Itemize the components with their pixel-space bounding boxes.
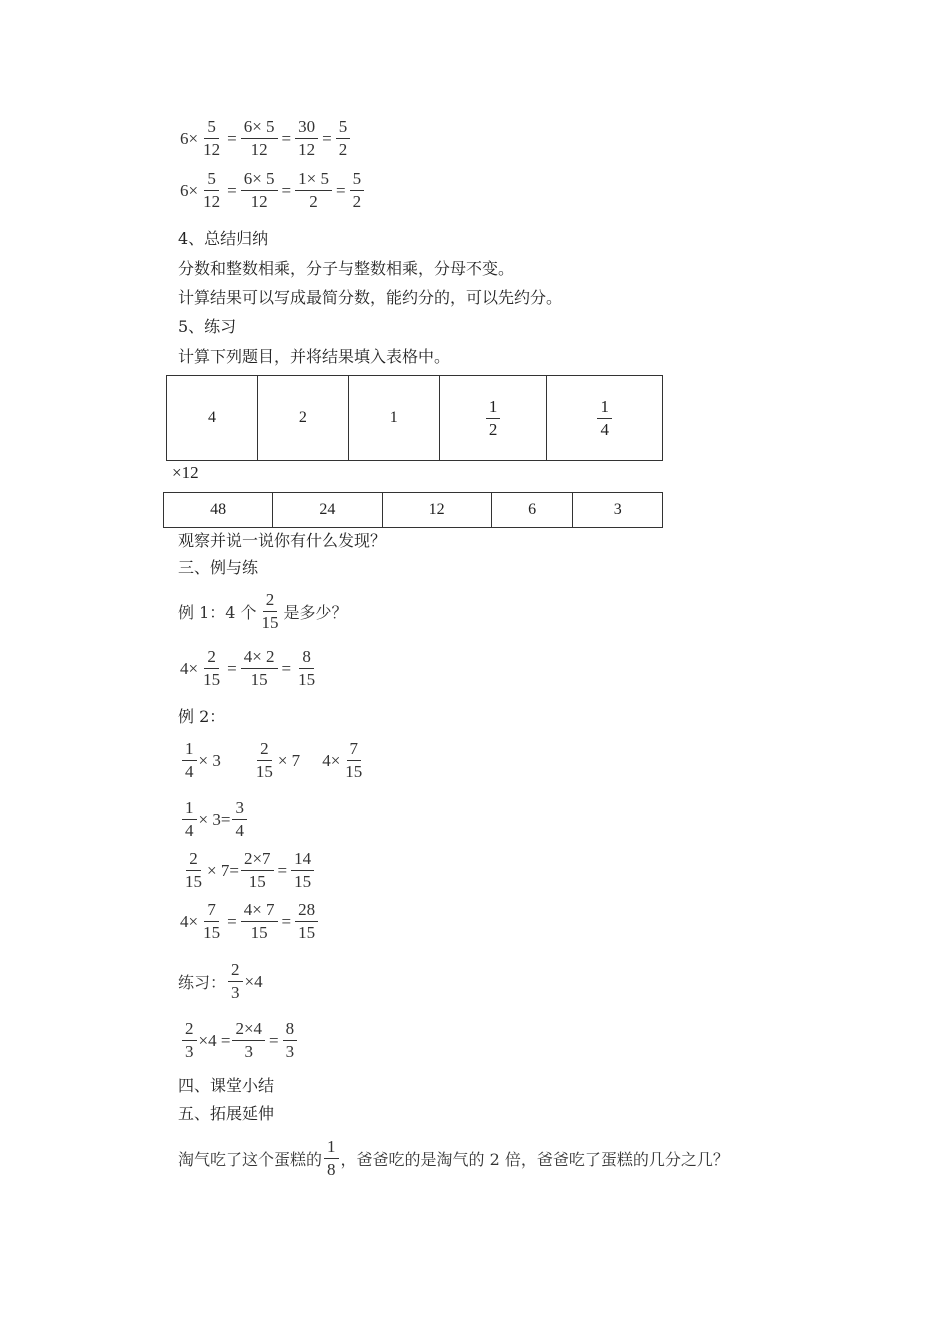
multiply-12-label: ×12 [172, 463, 199, 482]
exercise-instruction: 计算下列题目，并将结果填入表格中。 [178, 347, 451, 366]
table-cell: $\frac{1}{2}$ [439, 376, 547, 461]
section-5b-title: 五、拓展延伸 [178, 1104, 275, 1123]
section-4b-title: 四、课堂小结 [178, 1076, 275, 1095]
input-table [166, 375, 663, 461]
section-3-title: 三、例与练 [178, 558, 259, 577]
summary-line-1: 分数和整数相乘，分子与整数相乘，分母不变。 [178, 259, 515, 278]
table-cell: 24 [273, 493, 382, 528]
practice-question: 练习： $\frac{2}{3}$ ×4 [178, 960, 263, 1002]
fraction: $\frac{30}{12}$ [295, 116, 318, 161]
table-cell: 2 [257, 376, 348, 461]
table-cell: 3 [573, 493, 663, 528]
example-1-solution: 4× $\frac{2}{15}$ = $\frac{4\times 2}{15}$ = $\frac{8}{15}$ [180, 647, 316, 689]
fraction: $\frac{6\times 5}{12}$ [241, 168, 278, 213]
equation-2: 6× $\frac{5}{12}$ = $\frac{6\times 5}{12}$ = $\frac{1\times 5}{2}$ = $\frac{5}{2}$ [180, 168, 366, 213]
extension-question: 淘气吃了这个蛋糕的 $\frac{1}{8}$ ，爸爸吃的是淘气的 2 倍，爸爸吃了蛋糕的几分之几？ [178, 1137, 729, 1179]
table-cell: 1 [348, 376, 439, 461]
table-cell: 48 [164, 493, 273, 528]
result-table [163, 492, 663, 528]
example-2-solution-1: $\frac{1}{4}$ × 3= $\frac{3}{4}$ [180, 797, 249, 842]
observe-prompt: 观察并说一说你有什么发现？ [178, 531, 387, 550]
example-2-title: 例 2： [178, 707, 226, 726]
example-2-questions: $\frac{1}{4}$ × 3 $\frac{2}{15}$ × 7 4× $\frac{7}{15}$ [180, 738, 367, 783]
example-2-solution-2: $\frac{2}{15}$ × 7= $\frac{2\times 7}{15}$ = $\frac{14}{15}$ [180, 848, 316, 893]
section-4-title: 4、总结归纳 [178, 229, 269, 248]
term: 6× [180, 128, 199, 148]
table-cell: 4 [167, 376, 258, 461]
fraction: $\frac{5}{12}$ [203, 117, 221, 159]
fraction: $\frac{5}{2}$ [350, 168, 365, 213]
fraction: $\frac{6\times 5}{12}$ [241, 116, 278, 161]
table-cell: 6 [491, 493, 573, 528]
section-5-title: 5、练习 [178, 317, 237, 336]
fraction: $\frac{5}{12}$ [203, 169, 221, 211]
example-1-question: 例 1：4 个 $\frac{2}{15}$ 是多少？ [178, 590, 348, 632]
table-cell: 12 [382, 493, 491, 528]
practice-solution: $\frac{2}{3}$ ×4 = $\frac{2\times 4}{3}$ = $\frac{8}{3}$ [180, 1018, 299, 1063]
example-2-solution-3: 4× $\frac{7}{15}$ = $\frac{4\times 7}{15}$ = $\frac{28}{15}$ [180, 899, 320, 944]
fraction: $\frac{1\times 5}{2}$ [295, 168, 332, 213]
summary-line-2: 计算结果可以写成最简分数，能约分的，可以先约分。 [178, 288, 563, 307]
table-cell: $\frac{1}{4}$ [547, 376, 663, 461]
fraction: $\frac{5}{2}$ [336, 116, 351, 161]
equation-1: 6× $\frac{5}{12}$ = $\frac{6\times 5}{12}$ = $\frac{30}{12}$ = $\frac{5}{2}$ [180, 116, 352, 161]
